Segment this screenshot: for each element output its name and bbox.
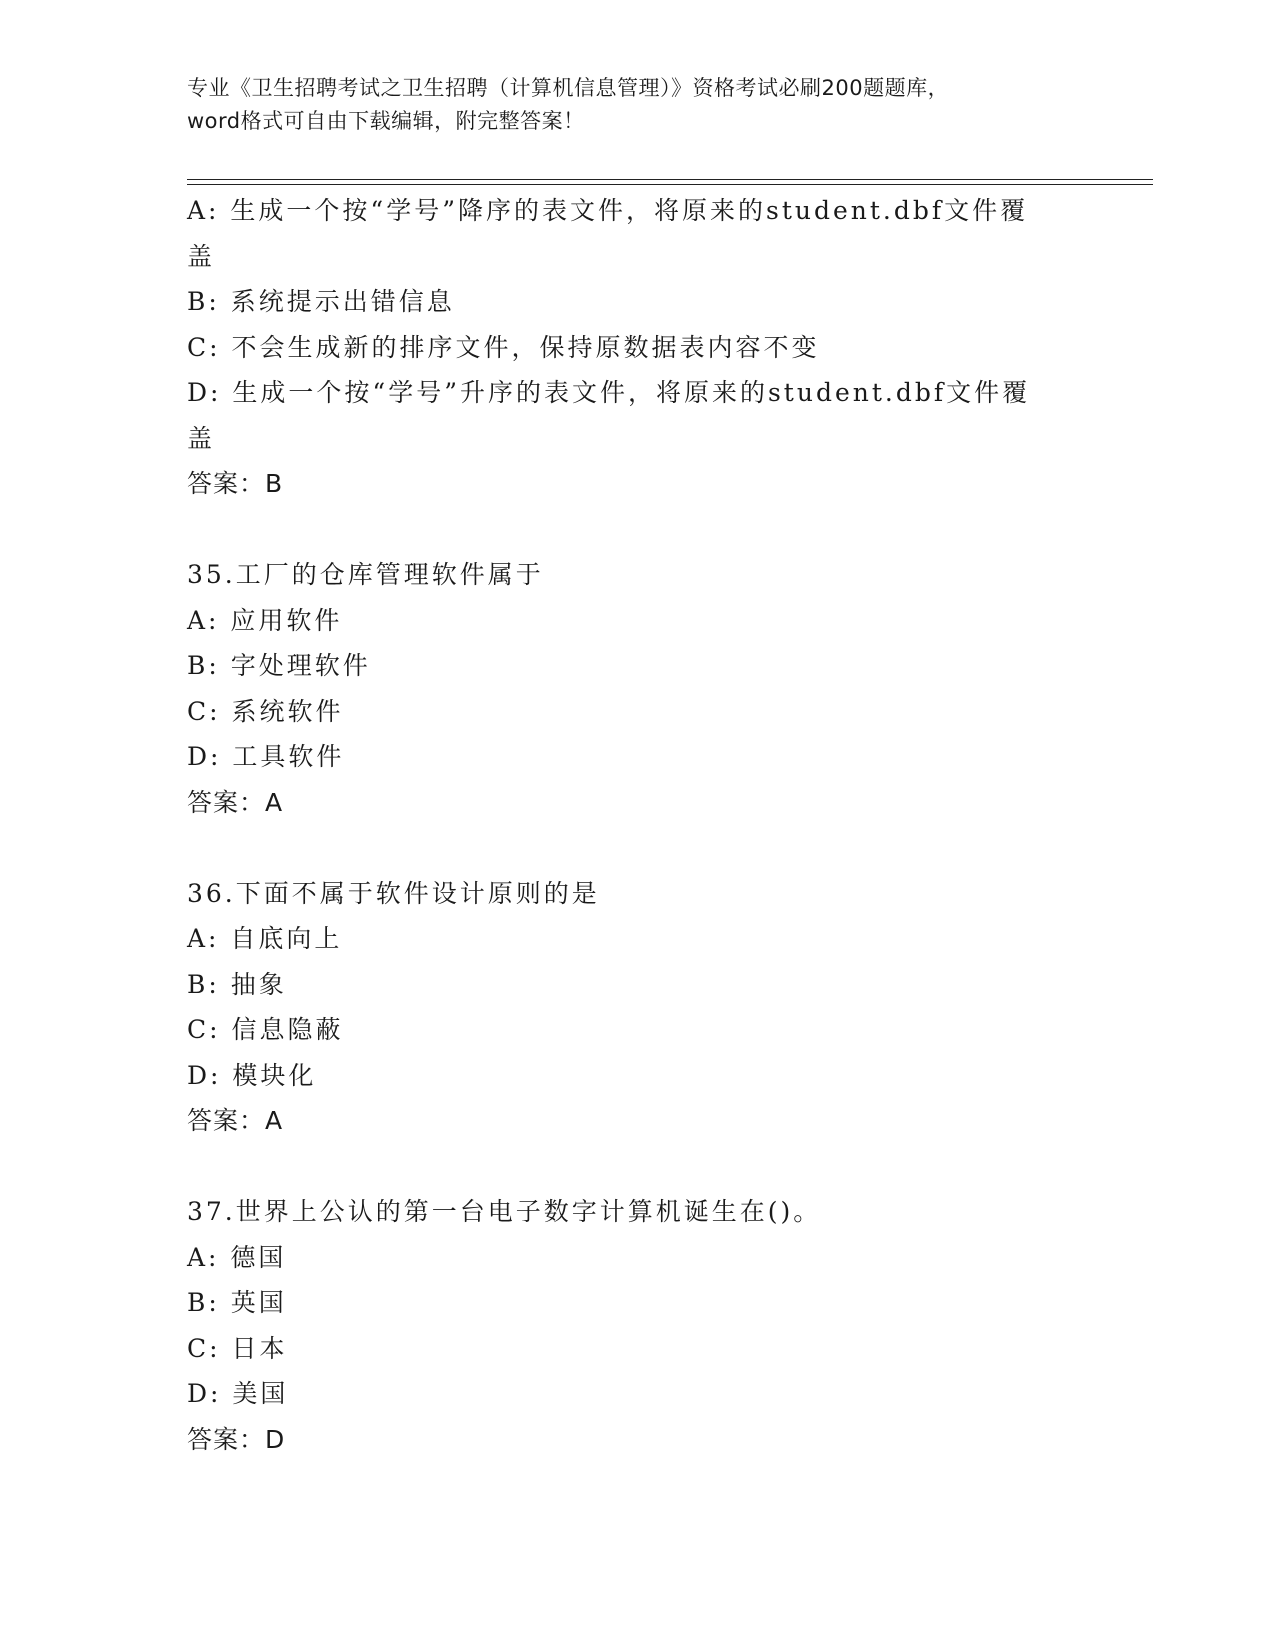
question-36	[187, 871, 1087, 1144]
option-d: D: 工具软件	[187, 742, 345, 771]
option-c: C: 系统软件	[187, 696, 344, 726]
question-stem: 35.工厂的仓库管理软件属于	[187, 560, 544, 589]
question-37	[187, 1189, 1087, 1462]
spacer	[187, 1144, 1087, 1190]
question-content	[187, 188, 1087, 1462]
option-a: A: 生成一个按“学号”降序的表文件，将原来的student.dbf文件覆	[187, 196, 1029, 225]
document-header	[187, 72, 1087, 138]
option-d: D: 美国	[187, 1379, 289, 1408]
option-d: D: 模块化	[187, 1060, 317, 1090]
answer: 答案：D	[187, 1424, 286, 1454]
question-35	[187, 552, 1087, 825]
option-b: B: 系统提示出错信息	[187, 287, 455, 316]
option-b: B: 字处理软件	[187, 651, 371, 680]
header-rule-top	[187, 179, 1153, 180]
option-a-wrap: 盖	[187, 241, 216, 271]
option-b: B: 抽象	[187, 969, 287, 999]
answer: 答案：A	[187, 1106, 284, 1135]
answer: 答案：B	[187, 469, 284, 498]
option-a: A: 德国	[187, 1242, 287, 1272]
header-line-1: 专业《卫生招聘考试之卫生招聘（计算机信息管理）》资格考试必刷200题题库，	[187, 76, 950, 100]
option-d-wrap: 盖	[187, 423, 216, 453]
question-stem: 36.下面不属于软件设计原则的是	[187, 878, 600, 908]
question-34-continued	[187, 188, 1087, 507]
spacer	[187, 507, 1087, 553]
option-b: B: 英国	[187, 1288, 287, 1317]
option-c: C: 日本	[187, 1333, 288, 1363]
answer: 答案：A	[187, 787, 284, 817]
header-line-2: word格式可自由下载编辑，附完整答案！	[187, 109, 585, 133]
option-a: A: 应用软件	[187, 605, 343, 635]
option-c: C: 信息隐蔽	[187, 1015, 344, 1044]
spacer	[187, 825, 1087, 871]
option-c: C: 不会生成新的排序文件，保持原数据表内容不变	[187, 332, 820, 362]
option-d: D: 生成一个按“学号”升序的表文件，将原来的student.dbf文件覆	[187, 378, 1031, 407]
header-rule-bottom	[187, 184, 1153, 185]
question-stem: 37.世界上公认的第一台电子数字计算机诞生在()。	[187, 1197, 822, 1226]
option-a: A: 自底向上	[187, 924, 343, 953]
